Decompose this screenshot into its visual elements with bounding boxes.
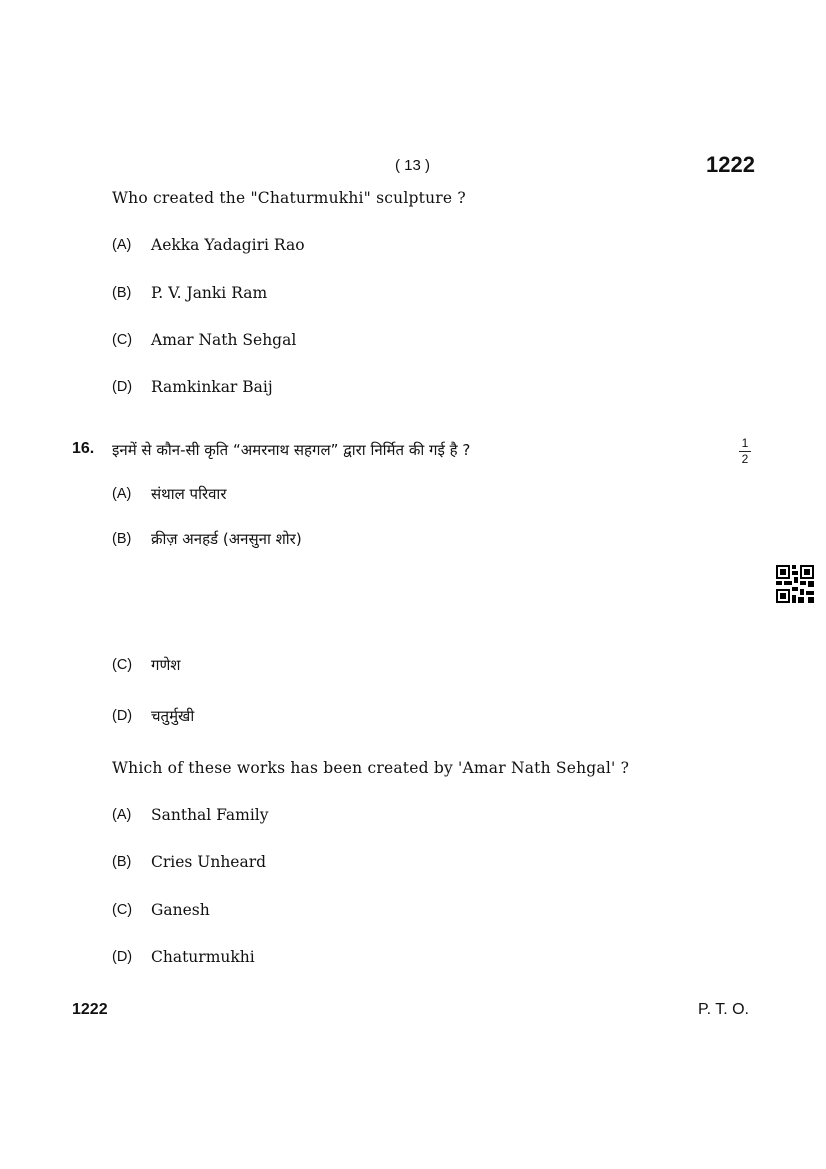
option-text: Chaturmukhi (151, 948, 255, 966)
q16-question-hindi: इनमें से कौन-सी कृति “अमरनाथ सहगल” द्वारा निर्मित की गई है ? (112, 441, 471, 459)
marks-denominator: 2 (741, 452, 749, 466)
option-text: Ganesh (151, 901, 210, 919)
q16-question-english: Which of these works has been created by 'Amar Nath Sehgal' ? (112, 759, 630, 777)
option-label: (D) (112, 379, 133, 395)
pto-label: P. T. O. (698, 1001, 749, 1018)
option-text: संथाल परिवार (151, 485, 227, 503)
option-label: (A) (112, 807, 132, 823)
option-text: चतुर्मुखी (151, 707, 195, 725)
option-label: (C) (112, 902, 133, 918)
option-text: क्रीज़ अनहर्ड (अनसुना शोर) (151, 530, 302, 548)
option-text: P. V. Janki Ram (151, 284, 268, 302)
marks-fraction (737, 437, 753, 466)
option-text: Cries Unheard (151, 853, 267, 871)
option-label: (A) (112, 486, 132, 502)
option-label: (B) (112, 854, 132, 870)
option-label: (C) (112, 657, 133, 673)
q15-question-english: Who created the "Chaturmukhi" sculpture ? (112, 189, 466, 207)
option-label: (D) (112, 708, 133, 724)
option-text: गणेश (151, 656, 181, 674)
paper-code-header: 1222 (706, 152, 755, 177)
option-label: (C) (112, 332, 133, 348)
marks-numerator: 1 (741, 436, 749, 450)
question-number: 16. (72, 440, 95, 457)
option-label: (A) (112, 237, 132, 253)
qr-code-icon (776, 565, 814, 603)
option-text: Aekka Yadagiri Rao (151, 236, 305, 254)
page-number: ( 13 ) (395, 157, 431, 174)
option-label: (D) (112, 949, 133, 965)
option-label: (B) (112, 531, 132, 547)
option-text: Amar Nath Sehgal (151, 331, 297, 349)
paper-code-footer: 1222 (72, 1001, 108, 1018)
option-text: Santhal Family (151, 806, 269, 824)
option-label: (B) (112, 285, 132, 301)
option-text: Ramkinkar Baij (151, 378, 273, 396)
